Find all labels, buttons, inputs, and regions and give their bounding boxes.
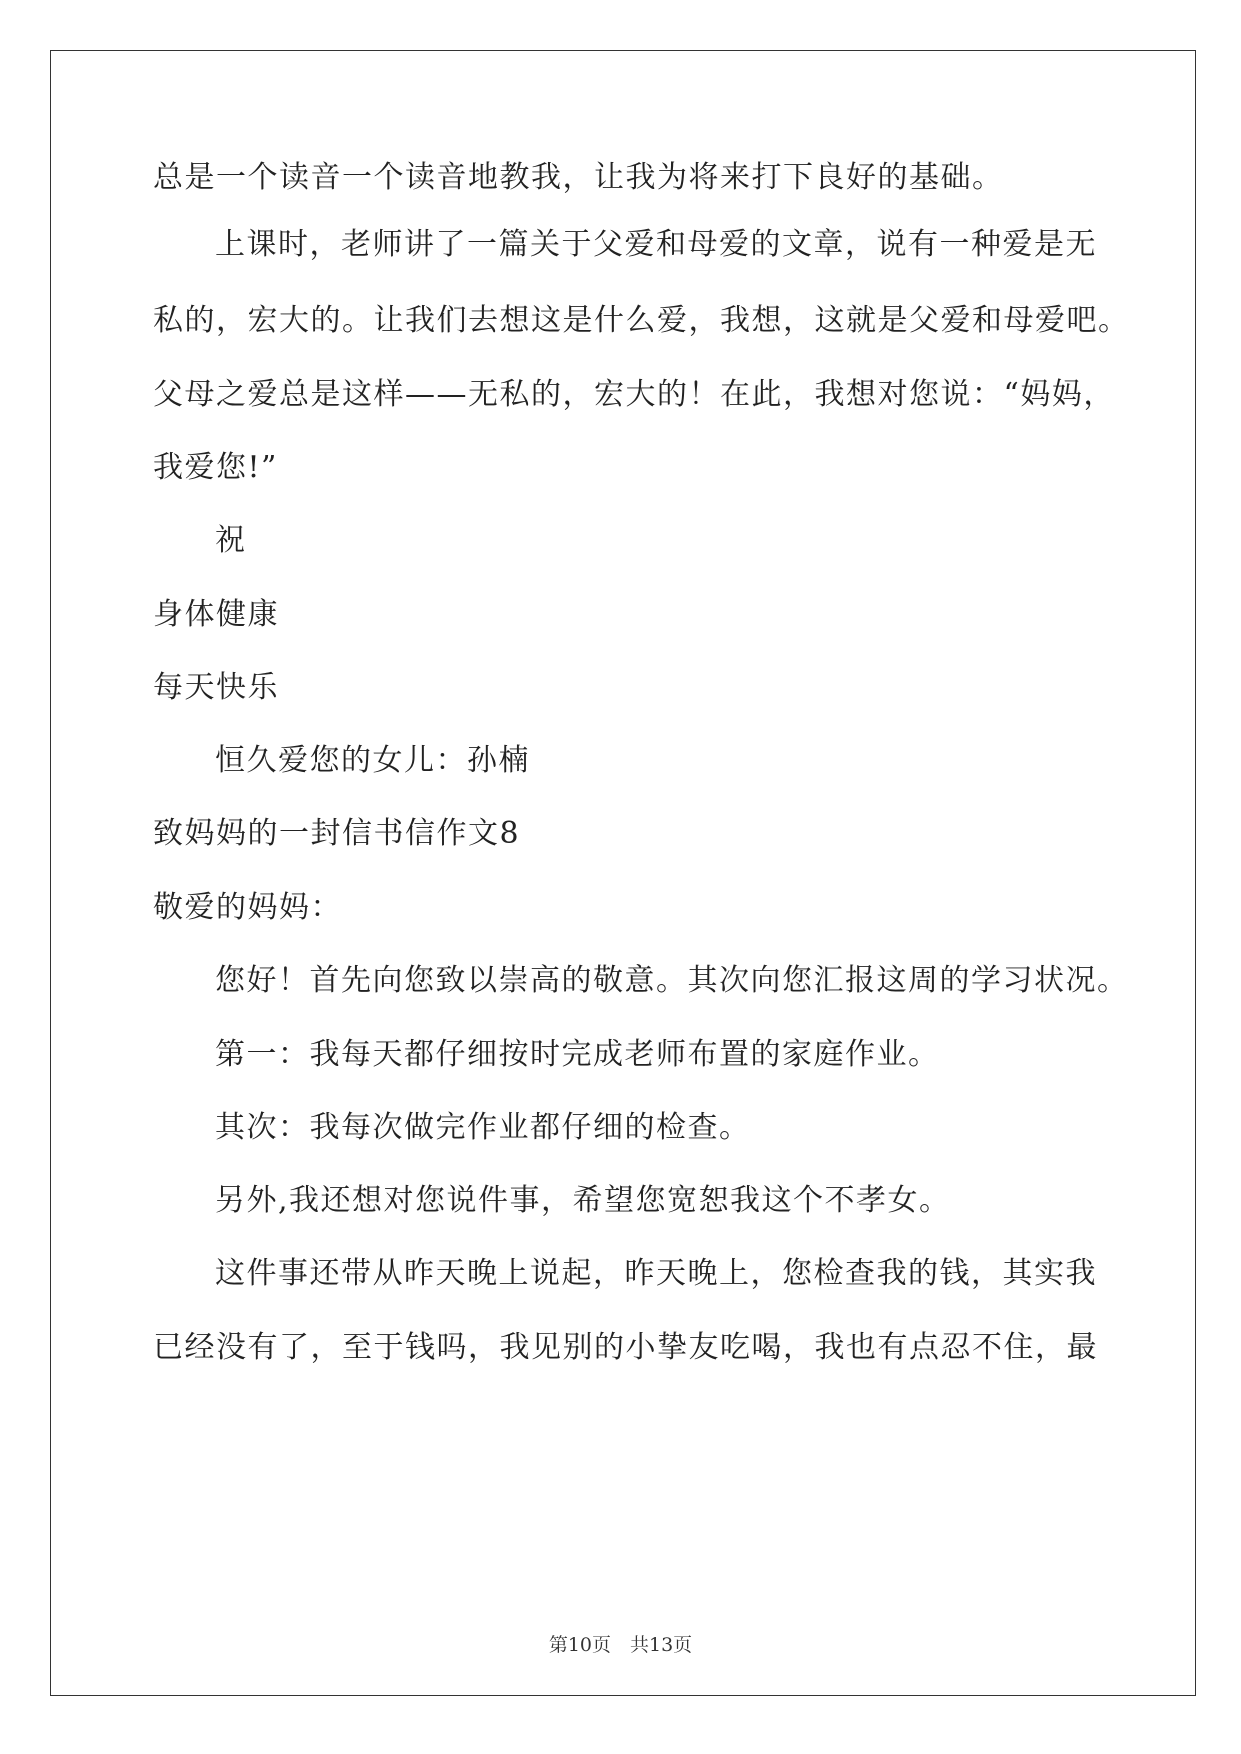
salutation-line: 祝 — [215, 523, 247, 558]
wish-line: 每天快乐 — [153, 670, 279, 705]
page-number: 第10页 共13页 — [548, 1634, 693, 1656]
text-line: 您好！首先向您致以崇高的敬意。其次向您汇报这周的学习状况。 — [215, 963, 1129, 998]
text-line: 第一：我每天都仔细按时完成老师布置的家庭作业。 — [215, 1037, 940, 1072]
text-line: 这件事还带从昨天晚上说起，昨天晚上，您检查我的钱，其实我 — [215, 1256, 1097, 1291]
text-line: 上课时，老师讲了一篇关于父爱和母爱的文章，说有一种爱是无 — [215, 227, 1097, 262]
text-line: 已经没有了，至于钱吗，我见别的小挚友吃喝，我也有点忍不住，最 — [153, 1330, 1098, 1365]
text-line: 另外,我还想对您说件事，希望您宽恕我这个不孝女。 — [215, 1183, 951, 1218]
text-line: 私的，宏大的。让我们去想这是什么爱，我想，这就是父爱和母爱吧。 — [153, 303, 1130, 338]
text-line: 父母之爱总是这样——无私的，宏大的！在此，我想对您说：“妈妈， — [153, 377, 1115, 412]
letter-title: 致妈妈的一封信书信作文8 — [153, 816, 521, 851]
greeting-line: 敬爱的妈妈： — [153, 890, 342, 925]
signature-line: 恒久爱您的女儿：孙楠 — [215, 743, 530, 778]
text-line: 其次：我每次做完作业都仔细的检查。 — [215, 1110, 751, 1145]
text-line: 我爱您!” — [153, 450, 278, 485]
wish-line: 身体健康 — [153, 597, 279, 632]
page-border — [50, 50, 1196, 1696]
text-line: 总是一个读音一个读音地教我，让我为将来打下良好的基础。 — [153, 160, 1004, 195]
